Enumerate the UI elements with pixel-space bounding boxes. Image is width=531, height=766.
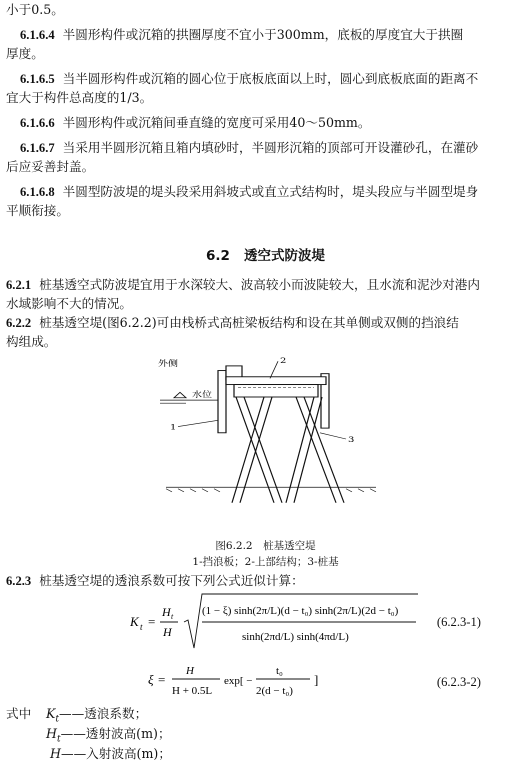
clause-number: 6.1.6.7 <box>20 141 55 155</box>
clause-text: 桩基透空堤(图6.2.2)可由栈桥式高桩梁板结构和设在其单侧或双侧的挡浪结 <box>39 315 459 330</box>
clause-6-1-6-7 <box>20 140 478 156</box>
svg-text:2(d − t₀): 2(d − t₀) <box>256 685 293 697</box>
where-label: 式中 <box>6 706 32 721</box>
equation-number-2: (6.2.3-2) <box>436 675 481 689</box>
svg-text:t₀: t₀ <box>276 665 283 677</box>
text-line: 小于0.5。 <box>6 2 64 17</box>
text-line: 后应妥善封盖。 <box>6 159 95 174</box>
text-line: 厚度。 <box>6 46 44 61</box>
clause-number: 6.1.6.5 <box>20 72 55 86</box>
clause-6-2-2 <box>6 315 459 331</box>
clause-number: 6.1.6.6 <box>20 116 55 130</box>
outside-label: 外侧 <box>158 359 178 369</box>
definition-text: ——透射波高(m)； <box>60 726 171 741</box>
seabed-hatch <box>166 489 376 492</box>
definition-kt: $K_t——$透浪系数； <box>46 706 148 725</box>
deck <box>226 377 326 385</box>
pile-breakwater-figure <box>146 355 386 530</box>
section-heading <box>0 244 531 264</box>
water-level-label: 水位 <box>192 390 212 400</box>
clause-text: 半圆形构件或沉箱的拱圈厚度不宜小于300mm，底板的厚度宜大于拱圈 <box>62 27 464 42</box>
equation-number-1: (6.2.3-1) <box>436 615 481 629</box>
clause-number: 6.1.6.8 <box>20 185 55 199</box>
clause-6-1-6-4 <box>20 27 463 43</box>
clause-text: 当半圆形构件或沉箱的圆心位于底板底面以上时，圆心到底板底面的距离不 <box>62 71 479 86</box>
svg-text:sinh(2πd/L) sinh(4πd/L): sinh(2πd/L) sinh(4πd/L) <box>242 631 349 643</box>
definition-h: H——入射波高(m)； <box>50 746 171 761</box>
clause-number: 6.2.1 <box>6 278 32 292</box>
svg-text:t: t <box>171 612 174 621</box>
definition-text: ——透浪系数； <box>59 706 148 721</box>
svg-text:]: ] <box>314 672 319 687</box>
clause-6-1-6-8 <box>20 184 478 200</box>
definition-text: ——入射波高(m)； <box>60 746 171 761</box>
clause-number: 6.2.2 <box>6 316 32 330</box>
svg-text:H: H <box>163 625 172 639</box>
svg-text:H: H <box>162 605 171 619</box>
clause-text: 半圆型防波堤的堤头段采用斜坡式或直立式结构时，堤头段应与半圆型堤身 <box>62 184 479 199</box>
clause-text: 桩基透空堤的透浪系数可按下列公式近似计算： <box>39 573 304 588</box>
svg-text:(1 − ξ) sinh(2π/L)(d − t₀) sin: (1 − ξ) sinh(2π/L)(d − t₀) sinh(2π/L)(2d − t₀) <box>202 605 399 617</box>
section-number: 6.2 <box>206 248 230 264</box>
text-line: 宜大于构件总高度的1/3。 <box>6 90 153 105</box>
clause-text: 桩基透空式防波堤宜用于水深较大、波高较小而波陡较大，且水流和泥沙对港内 <box>39 277 480 292</box>
equation-6-2-3-2 <box>148 662 388 702</box>
svg-text:H: H <box>186 665 194 677</box>
text-line: 构组成。 <box>6 334 57 349</box>
equation-6-2-3-1 <box>130 592 420 654</box>
clause-number: 6.1.6.4 <box>20 28 55 42</box>
callout-3: 3 <box>348 436 355 445</box>
svg-text:=: = <box>148 614 156 629</box>
svg-text:K: K <box>130 614 139 629</box>
water-level-symbol <box>174 392 186 397</box>
svg-text:exp[ −: exp[ − <box>224 675 253 687</box>
svg-text:=: = <box>158 672 166 687</box>
clause-6-2-3 <box>6 573 304 589</box>
text-line: 水域影响不大的情况。 <box>6 296 132 311</box>
wave-screen-plate <box>218 371 226 433</box>
clause-6-2-1 <box>6 277 480 293</box>
svg-text:t: t <box>140 622 143 632</box>
clause-6-1-6-6 <box>20 115 370 131</box>
clause-text: 当采用半圆形沉箱且箱内填砂时，半圆形沉箱的顶部可开设灌砂孔，在灌砂 <box>62 140 479 155</box>
section-title: 透空式防波堤 <box>243 248 325 264</box>
callout-1: 1 <box>170 423 177 433</box>
figure-caption: 图6.2.2 桩基透空堤 <box>215 540 316 552</box>
text-line: 平顺衔接。 <box>6 203 69 218</box>
clause-text: 半圆形构件或沉箱间垂直缝的宽度可采用40～50mm。 <box>62 115 371 130</box>
clause-6-1-6-5 <box>20 71 478 87</box>
beam <box>234 385 318 397</box>
figure-legend: 1-挡浪板；2-上部结构；3-桩基 <box>192 556 339 568</box>
clause-number: 6.2.3 <box>6 574 32 588</box>
callout-2: 2 <box>280 356 287 366</box>
svg-text:H + 0.5L: H + 0.5L <box>172 685 213 697</box>
definition-ht: $H_t——$透射波高(m)； <box>46 726 171 745</box>
svg-text:ξ: ξ <box>148 672 154 687</box>
